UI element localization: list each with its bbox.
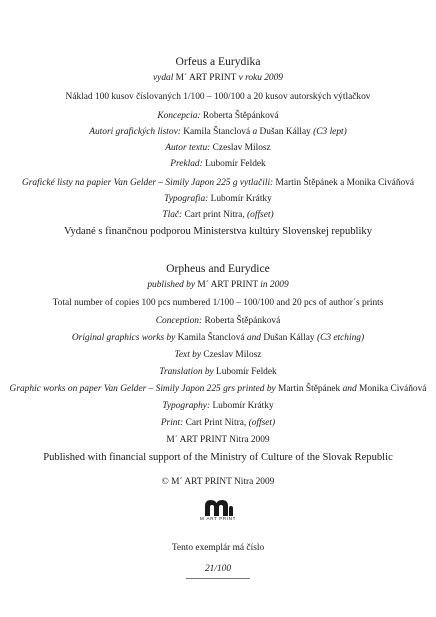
en-edition: Total number of copies 100 pcs numbered 1/100 – 100/100 and 20 pcs of author´s prints: [52, 298, 384, 308]
en-typography: Typography: Lubomír Krátky: [162, 401, 274, 411]
sk-concept: Koncepcia: Roberta Štěpánková: [157, 111, 279, 121]
en-text-author: Text by Czeslav Milosz: [174, 350, 262, 360]
sk-support: Vydané s finančnou podporou Ministerstva kultúry Slovenskej republiky: [63, 226, 373, 237]
en-publisher: published by M´ ART PRINT in 2009: [147, 280, 289, 290]
sk-graphics: Autori grafických listov: Kamila Štanclová a Dušan Kállay (C3 lept): [89, 127, 347, 137]
en-support: Published with financial support of the Ministry of Culture of the Slovak Republic: [43, 452, 393, 463]
mart-print-logo-icon: [196, 497, 240, 523]
en-graphics: Original graphics works by Kamila Štanclová and Dušan Kállay (C3 etching): [71, 333, 365, 343]
copy-label: Tento exemplár má číslo: [171, 543, 265, 553]
logo-wordmark: M´ART PRINT: [199, 516, 237, 521]
sk-print: Tlač: Cart print Nitra, (offset): [162, 210, 274, 220]
sk-translation: Preklad: Lubomír Feldek: [170, 159, 266, 169]
sk-text-author: Autor textu: Czeslav Milosz: [165, 143, 271, 153]
en-translation: Translation by Lubomír Feldek: [159, 367, 277, 377]
sk-edition: Náklad 100 kusov číslovaných 1/100 – 100/100 a 20 kusov autorských výtlačkov: [65, 92, 371, 102]
sk-publisher: vydal M´ ART PRINT v roku 2009: [153, 73, 283, 83]
sk-printing: Grafické listy na papier Van Gelder – Simily Japon 225 g vytlačili: Martin Štěpánek a Monika Civáňová: [21, 178, 415, 188]
en-concept: Conception: Roberta Štěpánková: [155, 316, 281, 326]
copy-number-underline: [186, 578, 250, 579]
copyright: © M´ ART PRINT Nitra 2009: [161, 477, 275, 487]
en-publisher-line: M´ ART PRINT Nitra 2009: [166, 435, 270, 445]
sk-typography: Typografia: Lubomír Krátky: [164, 194, 272, 204]
en-printing: Graphic works on paper Van Gelder – Simily Japon 225 grs printed by Martin Štěpánek and Monika Civáňová: [9, 384, 427, 394]
copy-number: 21/100: [204, 564, 232, 574]
sk-title: Orfeus a Eurydika: [175, 55, 261, 68]
en-print: Print: Cart Print Nitra, (offset): [160, 418, 276, 428]
en-title: Orpheus and Eurydice: [166, 262, 270, 275]
